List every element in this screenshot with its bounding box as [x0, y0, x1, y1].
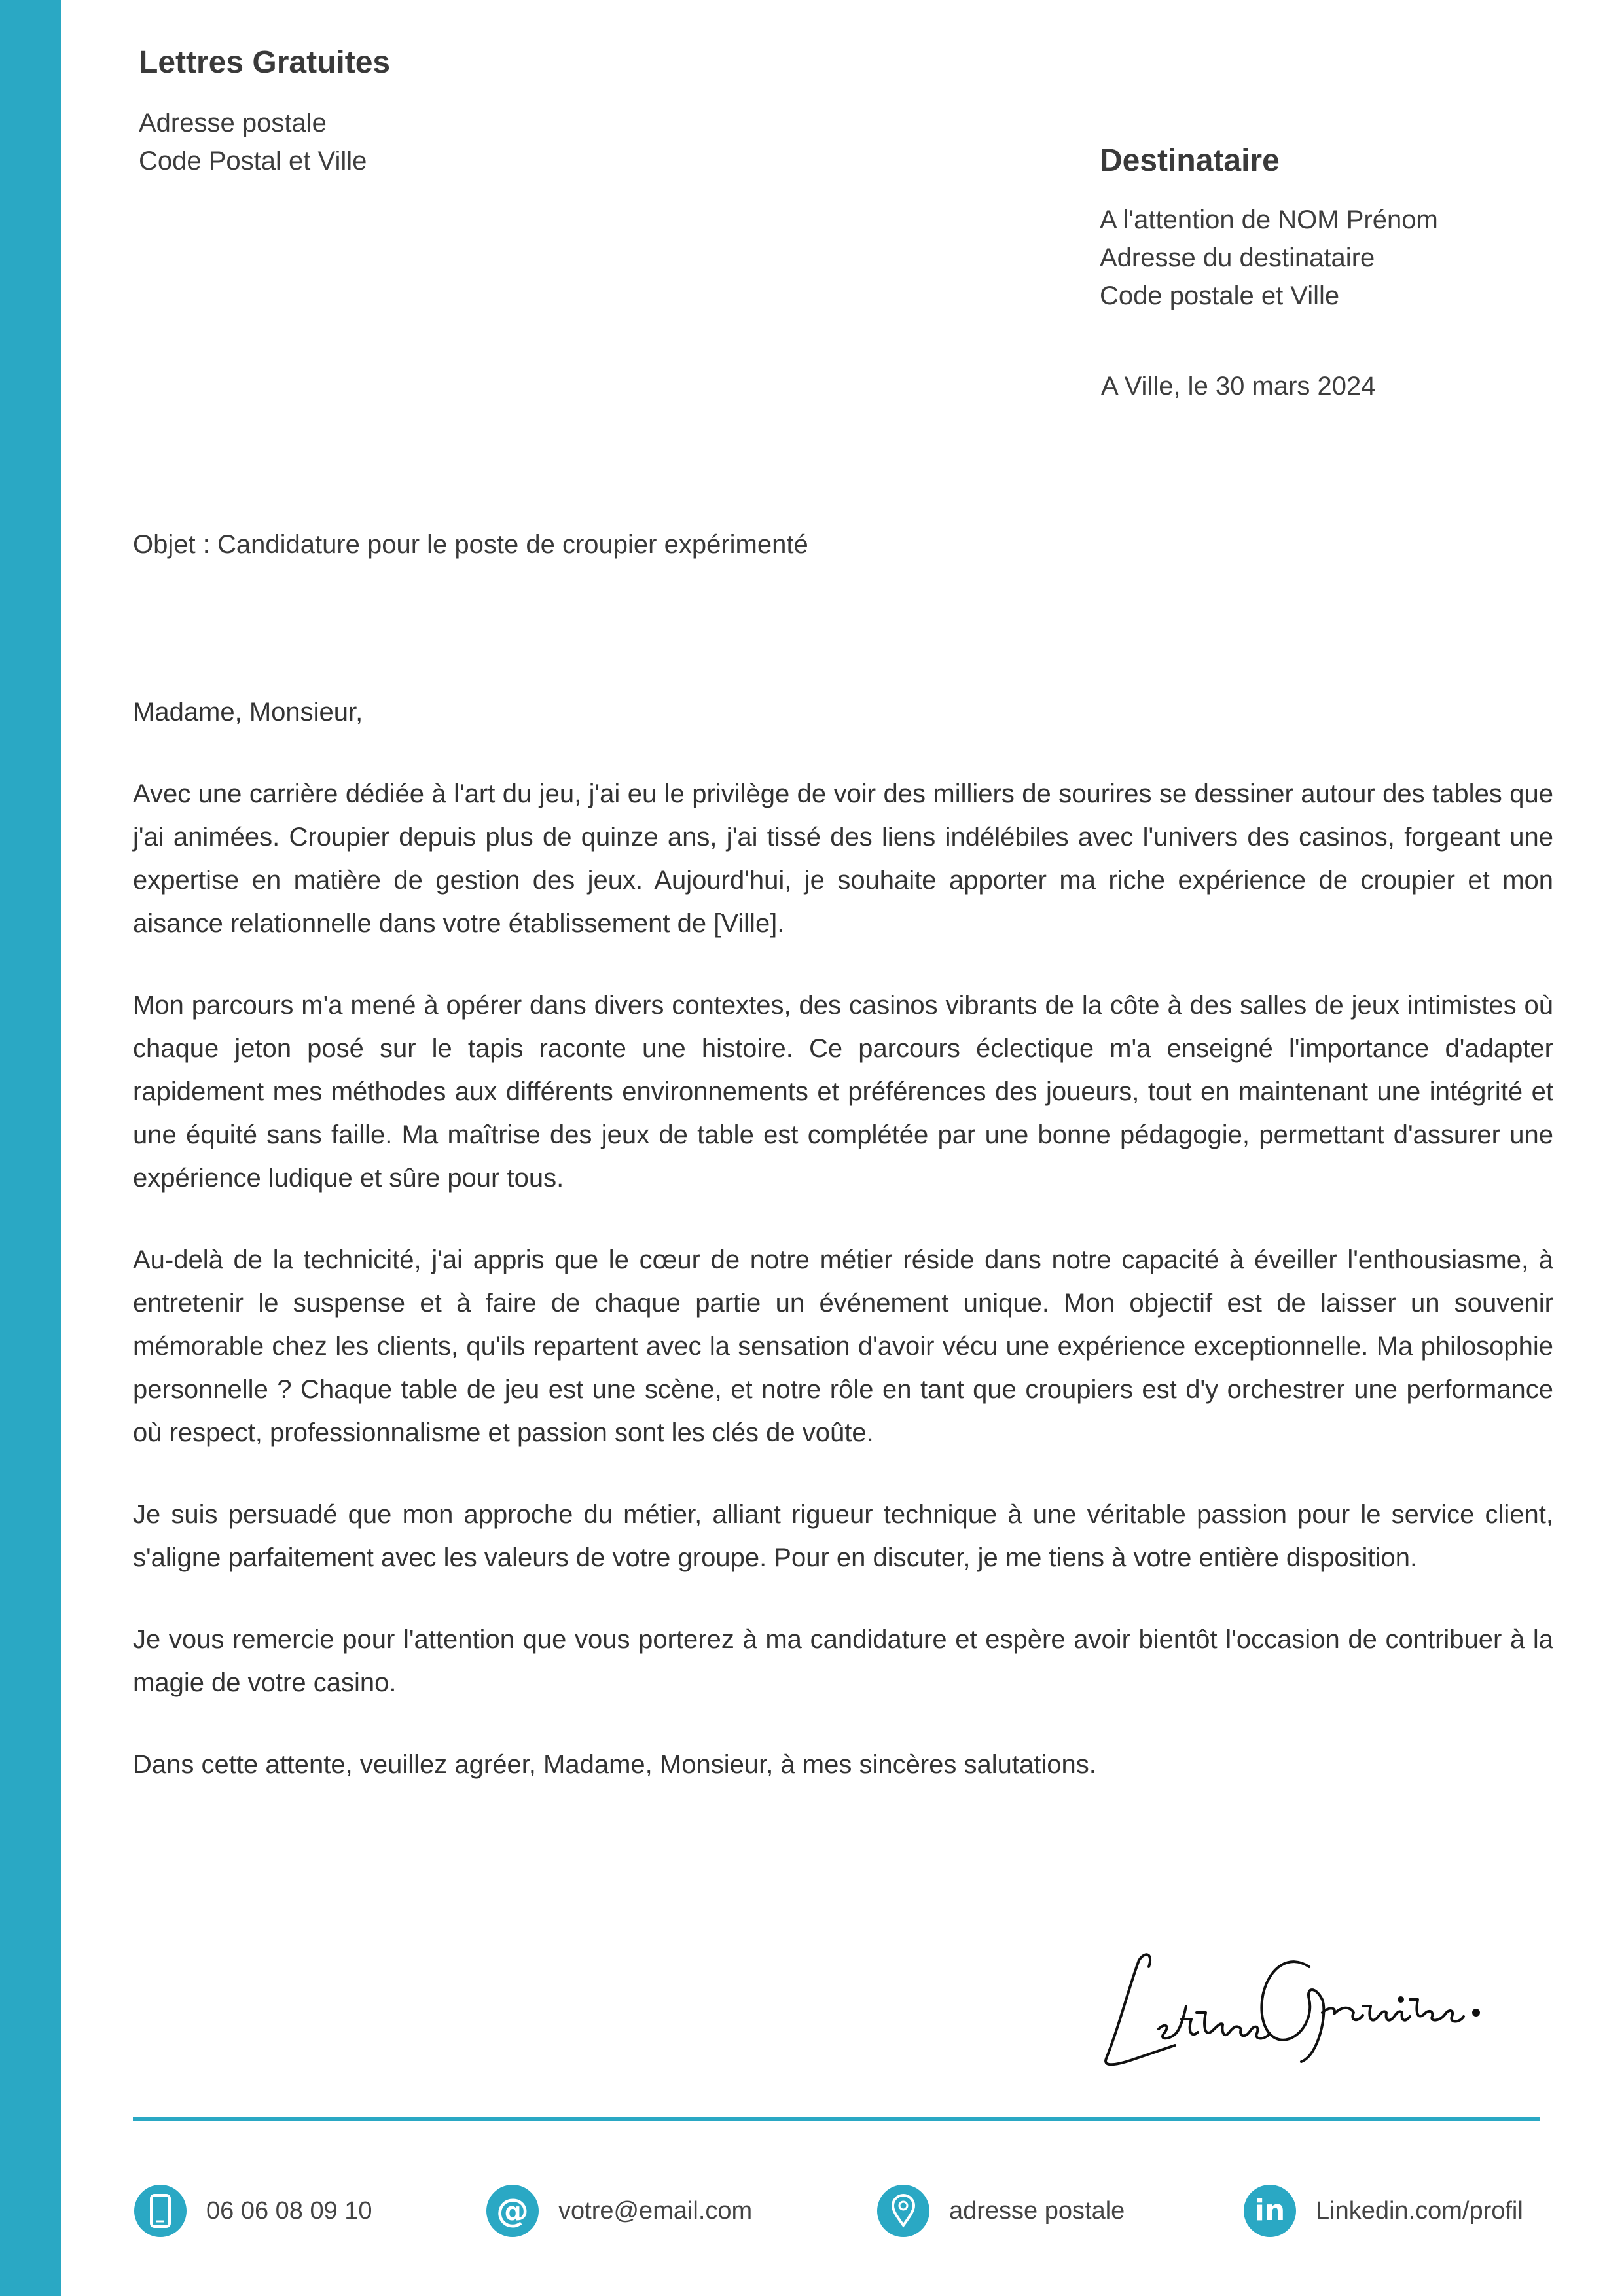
paragraph-2: Mon parcours m'a mené à opérer dans divers contextes, des casinos vibrants de la côte à des salles de jeux intimistes où chaque jeton posé sur le tapis raconte une histoire. Ce parcours éclectique m'a enseigné l'importance d'adapter rapidement mes méthodes aux différents environnements et préférences des joueurs, tout en maintenant une intégrité et une équité sans faille. Ma maîtrise des jeux de table est complétée par une bonne pédagogie, permettant d'assurer une expérience ludique et sûre pour tous.	[133, 991, 1553, 1193]
paragraph-3: Au-delà de la technicité, j'ai appris que le cœur de notre métier réside dans notre capacité à éveiller l'enthousiasme, à entretenir le suspense et à faire de chaque partie un événement unique. Mon objectif est de laisser un souvenir mémorable chez les clients, qu'ils repartent avec la sensation d'avoir vécu une expérience exceptionnelle. Ma philosophie personnelle ? Chaque table de jeu est une scène, et notre rôle en tant que croupiers est d'y orchestrer une performance où respect, professionnalisme et passion sont les clés de voûte.	[133, 1246, 1553, 1447]
contact-linkedin-text: Linkedin.com/profil	[1316, 2197, 1523, 2225]
sender-block	[139, 46, 390, 180]
footer-divider	[133, 2117, 1540, 2121]
paragraph-4: Je suis persuadé que mon approche du métier, alliant rigueur technique à une véritable passion pour le service client, s'aligne parfaitement avec les valeurs de votre groupe. Pour en discuter, je me tiens à votre entière disposition.	[133, 1500, 1553, 1572]
location-icon	[877, 2185, 929, 2237]
letter-date: A Ville, le 30 mars 2024	[1101, 372, 1376, 401]
contact-phone-text: 06 06 08 09 10	[206, 2197, 372, 2225]
contact-phone[interactable]	[134, 2185, 372, 2237]
recipient-title: Destinataire	[1100, 143, 1280, 178]
paragraph-5: Je vous remercie pour l'attention que vous porterez à ma candidature et espère avoir bientôt l'occasion de contribuer à la magie de votre casino.	[133, 1625, 1553, 1697]
sender-address-line1: Adresse postale	[139, 108, 327, 137]
sidebar-accent-bar	[0, 0, 61, 2296]
email-icon: @	[486, 2185, 539, 2237]
contact-email[interactable]	[486, 2185, 752, 2237]
contact-linkedin[interactable]	[1244, 2185, 1523, 2237]
letter-subject: Objet : Candidature pour le poste de croupier expérimenté	[133, 530, 808, 559]
contact-address-text: adresse postale	[949, 2197, 1125, 2225]
phone-icon	[134, 2185, 187, 2237]
recipient-line1: A l'attention de NOM Prénom	[1100, 205, 1438, 234]
closing: Dans cette attente, veuillez agréer, Madame, Monsieur, à mes sincères salutations.	[133, 1750, 1096, 1779]
sender-address-line2: Code Postal et Ville	[139, 146, 367, 175]
paragraph-1: Avec une carrière dédiée à l'art du jeu, j'ai eu le privilège de voir des milliers de sourires se dessiner autour des tables que j'ai animées. Croupier depuis plus de quinze ans, j'ai tissé des liens indélébiles avec l'univers des casinos, forgeant une expertise en matière de gestion des jeux. Aujourd'hui, je souhaite apporter ma riche expérience de croupier et mon aisance relationnelle dans votre établissement de [Ville].	[133, 780, 1553, 938]
handwritten-signature	[1093, 1914, 1486, 2078]
contact-address[interactable]	[877, 2185, 1125, 2237]
recipient-line3: Code postale et Ville	[1100, 281, 1340, 310]
contact-email-text: votre@email.com	[558, 2197, 753, 2225]
letter-body	[133, 691, 1553, 1825]
recipient-block	[1100, 144, 1438, 315]
linkedin-icon: in	[1244, 2185, 1296, 2237]
recipient-line2: Adresse du destinataire	[1100, 243, 1375, 272]
greeting: Madame, Monsieur,	[133, 698, 363, 726]
sender-name: Lettres Gratuites	[139, 45, 391, 80]
